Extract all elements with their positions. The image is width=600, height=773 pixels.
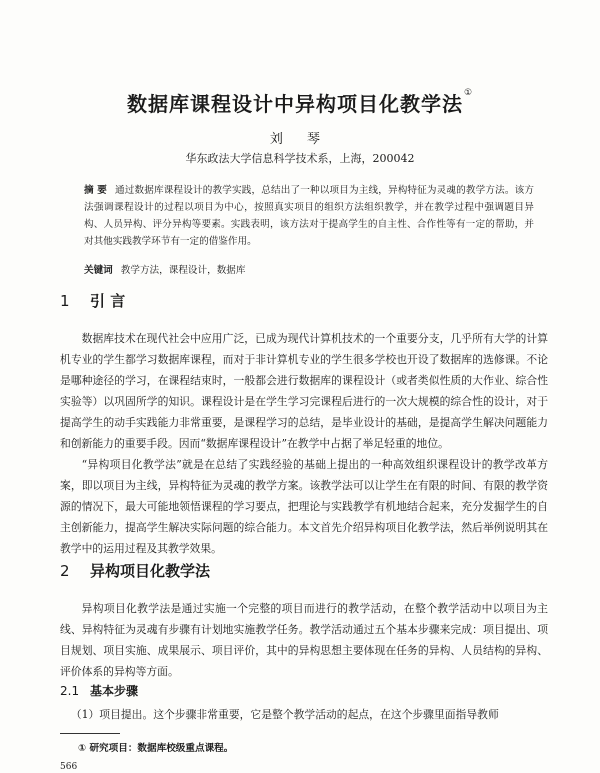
paper-title-text: 数据库课程设计中异构项目化教学法 (126, 92, 463, 116)
section-number: 2 (60, 562, 70, 580)
author-affiliation: 华东政法大学信息科学技术系，上海，200042 (185, 152, 415, 165)
paragraph-method-1: 异构项目化教学法是通过实施一个完整的项目而进行的教学活动，在整个教学活动中以项目为主线、异构特征为灵魂有步骤有计划地实施教学任务。教学活动通过五个基本步骤来完成：项目提出、项目规划、项目实施、成果展示、项目评价，其中的异构思想主要体现在任务的异构、人员结构的异构、评价体系的异构等方面。 (60, 602, 548, 678)
author-name: 刘 琴 (269, 132, 331, 147)
abstract-label: 摘 要 (84, 185, 107, 196)
footnote-rule (60, 733, 120, 734)
keywords (84, 262, 534, 276)
footnote: ① 研究项目：数据库校级重点课程。 (78, 743, 234, 754)
section-heading-method (60, 560, 210, 581)
subsection-number: 2.1 (60, 684, 80, 698)
paragraph-step-1: （1）项目提出。这个步骤非常重要，它是整个教学活动的起点，在这个步骤里面指导教师 (70, 708, 499, 721)
subsection-title: 基本步骤 (90, 684, 139, 698)
paper-title (0, 88, 600, 117)
section-number: 1 (60, 292, 70, 310)
abstract-text: 通过数据库课程设计的教学实践，总结出了一种以项目为主线，异构特征为灵魂的教学方法。该方法强调课程设计的过程以项目为中心，按照真实项目的组织方法组织教学，并在教学过程中强调题目异构、人员异构、评分异构等要素。实践表明，该方法对于提高学生的自主性、合作性等有一定的帮助，并对其他实践教学环节有一定的借鉴作用。 (84, 185, 535, 247)
page-number: 566 (60, 762, 78, 772)
paragraph-intro-1: 数据库技术在现代社会中应用广泛，已成为现代计算机技术的一个重要分支，几乎所有大学的计算机专业的学生都学习数据库课程，而对于非计算机专业的学生很多学校也开设了数据库的选修课。不论是哪种途径的学习，在课程结束时，一般都会进行数据库的课程设计（或者类似性质的大作业、综合性实验等）以巩固所学的知识。课程设计是在学生学习完课程后进行的一次大规模的综合性的设计，对于提高学生的动手实践能力非常重要，是课程学习的总结，是毕业设计的基础，是提高学生解决问题能力和创新能力的重要手段。因而“数据库课程设计”在教学中占据了举足轻重的地位。 (60, 332, 548, 450)
section-heading-introduction (60, 290, 125, 311)
section-title: 引 言 (90, 292, 126, 310)
keywords-label: 关键词 (84, 265, 113, 276)
keywords-text: 教学方法，课程设计，数据库 (120, 265, 246, 276)
subsection-heading-basic-steps (60, 682, 138, 699)
section-title: 异构项目化教学法 (90, 562, 211, 580)
abstract (84, 182, 534, 250)
paragraph-intro-2: “异构项目化教学法”就是在总结了实践经验的基础上提出的一种高效组织课程设计的教学改革方案，即以项目为主线，异构特征为灵魂的教学方案。该教学法可以让学生在有限的时间、有限的教学资源的情况下，最大可能地领悟课程的学习要点，把理论与实践教学有机地结合起来，充分发掘学生的自主创新能力，提高学生解决实际问题的综合能力。本文首先介绍异构项目化教学法，然后举例说明其在教学中的运用过程及其教学效果。 (60, 458, 548, 555)
title-footnote-mark: ① (463, 88, 474, 98)
